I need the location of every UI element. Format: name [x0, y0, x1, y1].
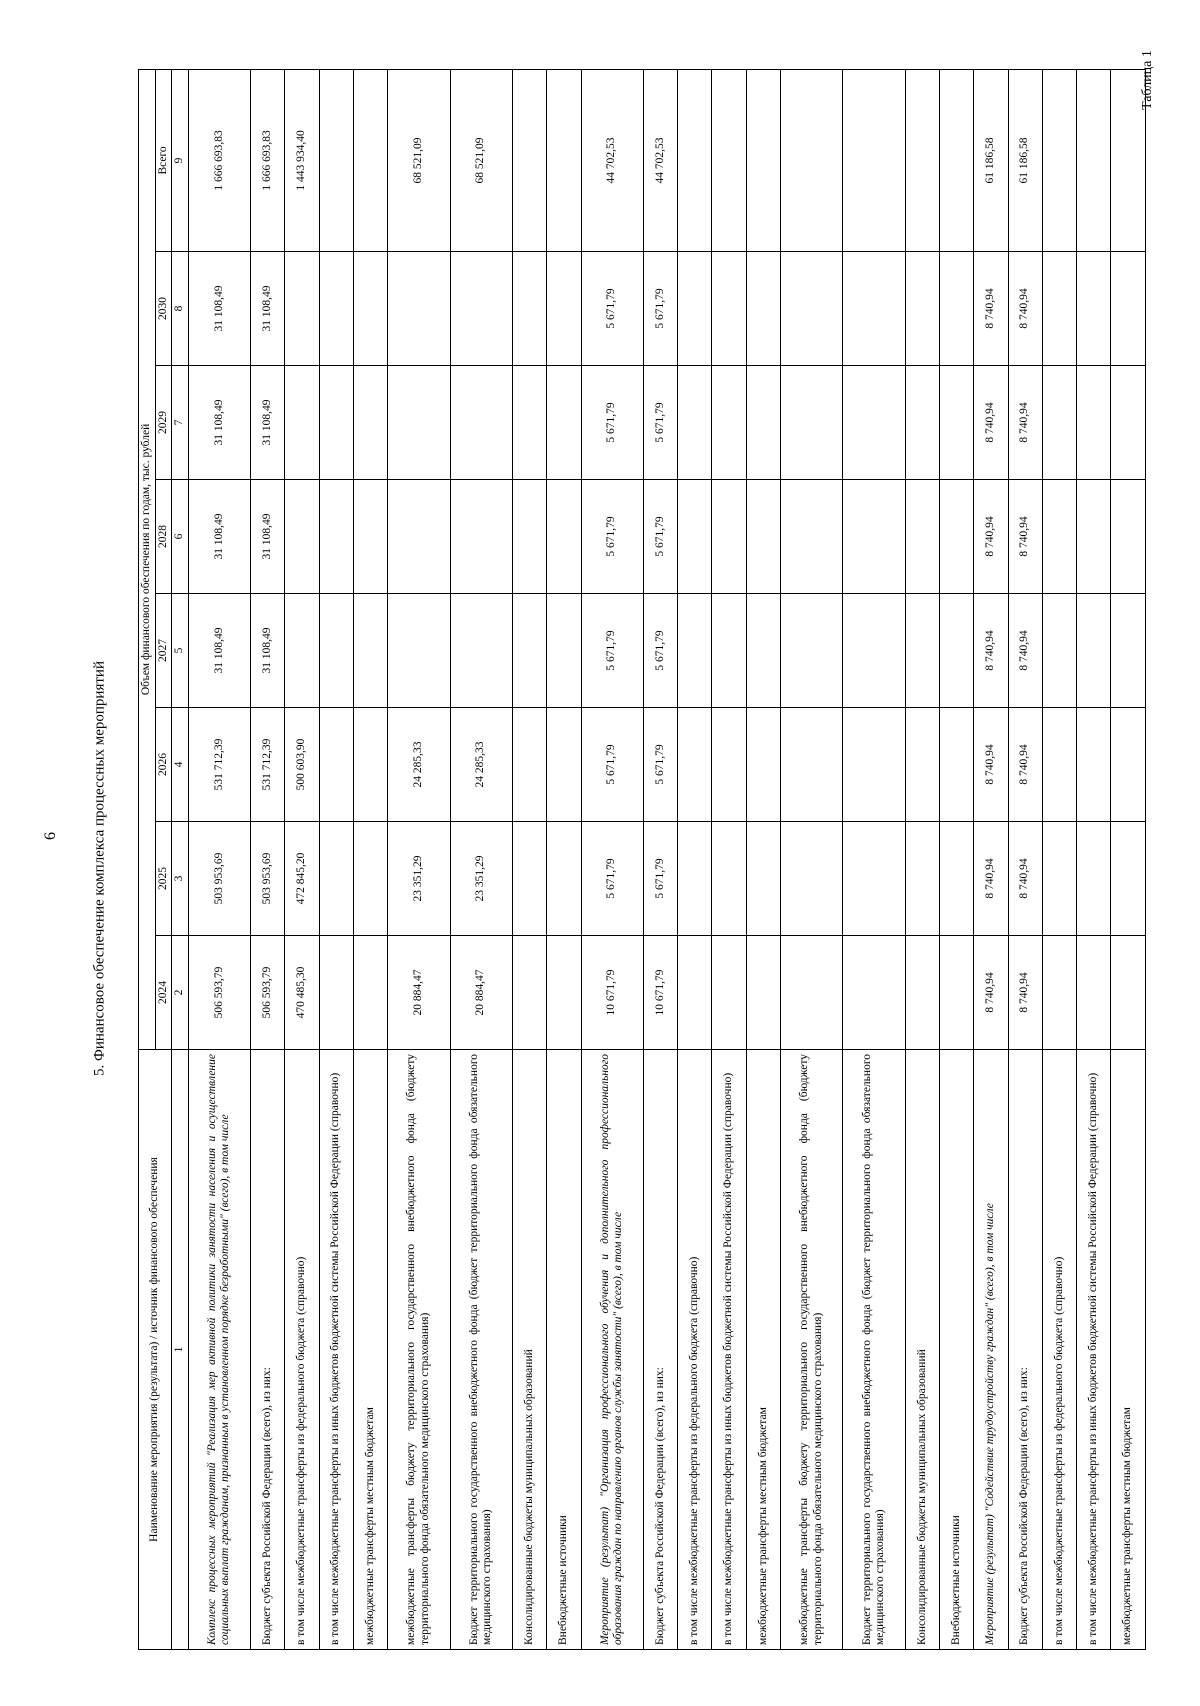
cell-value: 23 351,29	[388, 822, 450, 936]
table-row	[353, 69, 387, 1649]
cell-total: 1 666 693,83	[251, 69, 285, 251]
cell-value: 8 740,94	[1008, 936, 1042, 1050]
header-year: 2030	[155, 252, 172, 366]
cell-value	[905, 936, 939, 1050]
cell-value: 8 740,94	[974, 936, 1008, 1050]
row-label: межбюджетные трансферты местным бюджетам	[353, 1050, 387, 1650]
cell-value: 5 671,79	[643, 594, 677, 708]
cell-value	[940, 366, 974, 480]
cell-value	[512, 480, 546, 594]
cell-value	[547, 822, 581, 936]
row-label: Внебюджетные источники	[940, 1050, 974, 1650]
cell-value	[1111, 708, 1146, 822]
cell-total: 44 702,53	[581, 69, 643, 251]
cell-value: 24 285,33	[450, 708, 512, 822]
cell-value	[940, 822, 974, 936]
cell-value	[547, 708, 581, 822]
cell-value: 506 593,79	[251, 936, 285, 1050]
cell-value	[450, 594, 512, 708]
col-number: 2	[172, 936, 189, 1050]
cell-value	[905, 480, 939, 594]
row-label: Консолидированные бюджеты муниципальных образований	[512, 1050, 546, 1650]
cell-value	[353, 936, 387, 1050]
row-label: в том числе межбюджетные трансферты из иных бюджетов бюджетной системы Российской Федерации (справочно)	[1077, 1050, 1111, 1650]
table-row	[1008, 69, 1042, 1649]
cell-value: 8 740,94	[974, 822, 1008, 936]
table-row	[974, 69, 1008, 1649]
table-row	[1111, 69, 1146, 1649]
row-label: межбюджетные трансферты бюджету территориального государственного внебюджетного фонда (бюджету территориального фонда обязательного медицинского страхования)	[388, 1050, 450, 1650]
table-row	[781, 69, 843, 1649]
header-volume-group: Объем финансового обеспечения по годам, тыс. рублей	[139, 69, 156, 1049]
cell-total	[746, 69, 780, 251]
cell-value: 5 671,79	[643, 480, 677, 594]
cell-value: 5 671,79	[643, 366, 677, 480]
cell-total	[353, 69, 387, 251]
cell-value	[678, 366, 712, 480]
cell-value: 31 108,49	[188, 480, 250, 594]
col-number: 3	[172, 822, 189, 936]
cell-value	[512, 252, 546, 366]
table-row	[450, 69, 512, 1649]
col-number: 5	[172, 594, 189, 708]
cell-value	[1077, 366, 1111, 480]
table-row	[1077, 69, 1111, 1649]
section-title: 5. Финансовое обеспечение комплекса процессных мероприятий	[91, 661, 108, 1076]
cell-total	[547, 69, 581, 251]
header-year: 2029	[155, 366, 172, 480]
cell-total	[843, 69, 905, 251]
cell-value: 31 108,49	[251, 480, 285, 594]
col-number: 4	[172, 708, 189, 822]
row-label: Бюджет субъекта Российской Федерации (всего), из них:	[251, 1050, 285, 1650]
cell-value	[1042, 708, 1076, 822]
cell-total	[712, 69, 746, 251]
cell-value: 24 285,33	[388, 708, 450, 822]
cell-value	[843, 936, 905, 1050]
cell-value: 500 603,90	[285, 708, 319, 822]
cell-value	[1077, 480, 1111, 594]
cell-value	[678, 480, 712, 594]
cell-value	[388, 594, 450, 708]
cell-total	[1111, 69, 1146, 251]
cell-value	[781, 252, 843, 366]
table-label: Таблица 1	[1140, 50, 1155, 110]
cell-value	[1111, 366, 1146, 480]
cell-value	[746, 252, 780, 366]
cell-value	[450, 480, 512, 594]
row-label: в том числе межбюджетные трансферты из иных бюджетов бюджетной системы Российской Федерации (справочно)	[712, 1050, 746, 1650]
cell-value	[712, 594, 746, 708]
cell-value: 5 671,79	[581, 480, 643, 594]
col-number: 8	[172, 252, 189, 366]
cell-value	[285, 252, 319, 366]
cell-value: 5 671,79	[581, 822, 643, 936]
cell-value	[746, 480, 780, 594]
cell-value	[388, 366, 450, 480]
row-label: Консолидированные бюджеты муниципальных образований	[905, 1050, 939, 1650]
row-label: Бюджет территориального государственного внебюджетного фонда (бюджет территориального фонда обязательного медицинского страхования)	[450, 1050, 512, 1650]
financing-table-container	[138, 70, 1146, 1650]
cell-value	[712, 936, 746, 1050]
cell-value	[940, 480, 974, 594]
cell-total	[1042, 69, 1076, 251]
row-label: в том числе межбюджетные трансферты из иных бюджетов бюджетной системы Российской Федерации (справочно)	[319, 1050, 353, 1650]
cell-value	[712, 480, 746, 594]
cell-value: 31 108,49	[188, 594, 250, 708]
cell-value	[1042, 366, 1076, 480]
table-row	[643, 69, 677, 1649]
row-label: Мероприятие (результат) "Организация профессионального обучения и дополнительного профессионального образования граждан по направлению органов службы занятости" (всего), в том числе	[581, 1050, 643, 1650]
col-number: 6	[172, 480, 189, 594]
table-row	[1042, 69, 1076, 1649]
cell-value	[353, 480, 387, 594]
cell-value	[353, 252, 387, 366]
cell-value	[940, 252, 974, 366]
cell-value	[547, 936, 581, 1050]
cell-value	[1111, 252, 1146, 366]
cell-total: 1 443 934,40	[285, 69, 319, 251]
cell-value	[319, 252, 353, 366]
cell-value	[781, 480, 843, 594]
table-body	[188, 69, 1145, 1649]
cell-value	[905, 822, 939, 936]
cell-value: 506 593,79	[188, 936, 250, 1050]
cell-value	[712, 252, 746, 366]
cell-value: 8 740,94	[974, 708, 1008, 822]
cell-value	[746, 936, 780, 1050]
cell-value	[512, 708, 546, 822]
cell-value	[319, 480, 353, 594]
cell-value	[781, 594, 843, 708]
cell-value	[547, 366, 581, 480]
cell-value: 5 671,79	[581, 252, 643, 366]
row-label: Комплекс процессных мероприятий "Реализация мер активной политики занятости населения и осуществление социальных выплат гражданам, признанным в установленном порядке безработными" (всего), в том числе	[188, 1050, 250, 1650]
cell-value: 8 740,94	[1008, 366, 1042, 480]
cell-value	[940, 594, 974, 708]
header-year: 2024	[155, 936, 172, 1050]
cell-value: 20 884,47	[450, 936, 512, 1050]
cell-total	[781, 69, 843, 251]
cell-value	[512, 594, 546, 708]
table-row	[581, 69, 643, 1649]
cell-value: 531 712,39	[188, 708, 250, 822]
cell-value	[1077, 708, 1111, 822]
header-total: Всего	[155, 69, 172, 251]
cell-total: 61 186,58	[1008, 69, 1042, 251]
cell-value: 8 740,94	[1008, 822, 1042, 936]
table-row	[712, 69, 746, 1649]
cell-value: 5 671,79	[581, 594, 643, 708]
cell-value: 5 671,79	[581, 366, 643, 480]
cell-value	[781, 366, 843, 480]
cell-value: 503 953,69	[188, 822, 250, 936]
cell-value: 8 740,94	[1008, 480, 1042, 594]
cell-value	[781, 708, 843, 822]
cell-value	[1042, 480, 1076, 594]
cell-total	[512, 69, 546, 251]
cell-value	[1111, 480, 1146, 594]
cell-value	[843, 366, 905, 480]
cell-value: 31 108,49	[251, 252, 285, 366]
table-row	[940, 69, 974, 1649]
cell-value: 472 845,20	[285, 822, 319, 936]
cell-total	[905, 69, 939, 251]
cell-value	[1042, 252, 1076, 366]
cell-value	[388, 252, 450, 366]
cell-value	[1042, 822, 1076, 936]
cell-value	[940, 936, 974, 1050]
row-label: межбюджетные трансферты местным бюджетам	[746, 1050, 780, 1650]
col-number: 9	[172, 69, 189, 251]
row-label: Внебюджетные источники	[547, 1050, 581, 1650]
page-number: 6	[42, 832, 59, 840]
cell-value: 23 351,29	[450, 822, 512, 936]
cell-value: 31 108,49	[251, 594, 285, 708]
row-label: межбюджетные трансферты местным бюджетам	[1111, 1050, 1146, 1650]
cell-value	[712, 822, 746, 936]
cell-value: 8 740,94	[1008, 594, 1042, 708]
row-label: в том числе межбюджетные трансферты из федерального бюджета (справочно)	[678, 1050, 712, 1650]
cell-value: 503 953,69	[251, 822, 285, 936]
cell-value: 8 740,94	[974, 366, 1008, 480]
cell-value: 20 884,47	[388, 936, 450, 1050]
header-year: 2026	[155, 708, 172, 822]
table-header	[139, 69, 189, 1649]
cell-total	[319, 69, 353, 251]
cell-value: 31 108,49	[251, 366, 285, 480]
cell-total: 1 666 693,83	[188, 69, 250, 251]
financing-table	[138, 69, 1146, 1650]
cell-total	[940, 69, 974, 251]
cell-value	[712, 708, 746, 822]
row-label: Бюджет территориального государственного внебюджетного фонда (бюджет территориального фонда обязательного медицинского страхования)	[843, 1050, 905, 1650]
cell-value	[1111, 936, 1146, 1050]
table-row	[905, 69, 939, 1649]
header-year: 2028	[155, 480, 172, 594]
col-number: 7	[172, 366, 189, 480]
cell-value	[512, 366, 546, 480]
cell-value: 8 740,94	[1008, 708, 1042, 822]
cell-value: 10 671,79	[643, 936, 677, 1050]
table-row	[678, 69, 712, 1649]
cell-value	[1042, 594, 1076, 708]
table-row	[188, 69, 250, 1649]
cell-value	[678, 708, 712, 822]
cell-value	[1077, 822, 1111, 936]
cell-value	[940, 708, 974, 822]
cell-value	[353, 822, 387, 936]
row-label: Мероприятие (результат) "Содействие трудоустройству граждан" (всего), в том числе	[974, 1050, 1008, 1650]
cell-value	[905, 594, 939, 708]
cell-value	[843, 822, 905, 936]
table-row	[746, 69, 780, 1649]
cell-value	[450, 366, 512, 480]
cell-value	[905, 366, 939, 480]
header-year: 2027	[155, 594, 172, 708]
col-number: 1	[172, 1050, 189, 1650]
cell-value	[285, 594, 319, 708]
cell-value: 8 740,94	[974, 252, 1008, 366]
cell-value	[285, 480, 319, 594]
cell-value	[547, 594, 581, 708]
cell-value: 531 712,39	[251, 708, 285, 822]
row-label: в том числе межбюджетные трансферты из федерального бюджета (справочно)	[1042, 1050, 1076, 1650]
cell-value: 5 671,79	[643, 708, 677, 822]
cell-value	[353, 708, 387, 822]
cell-total	[1077, 69, 1111, 251]
cell-value: 8 740,94	[974, 480, 1008, 594]
header-name-column: Наименование мероприятия (результата) / источник финансового обеспечения	[139, 1050, 172, 1650]
cell-value	[388, 480, 450, 594]
cell-value: 5 671,79	[643, 822, 677, 936]
cell-value: 8 740,94	[1008, 252, 1042, 366]
cell-value	[905, 252, 939, 366]
cell-value	[712, 366, 746, 480]
row-label: межбюджетные трансферты бюджету территориального государственного внебюджетного фонда (бюджету территориального фонда обязательного медицинского страхования)	[781, 1050, 843, 1650]
cell-total: 44 702,53	[643, 69, 677, 251]
cell-value	[285, 366, 319, 480]
cell-value: 31 108,49	[188, 252, 250, 366]
row-label: Бюджет субъекта Российской Федерации (всего), из них:	[1008, 1050, 1042, 1650]
cell-value	[353, 594, 387, 708]
cell-total: 68 521,09	[450, 69, 512, 251]
cell-value	[1077, 594, 1111, 708]
cell-value	[1042, 936, 1076, 1050]
table-row	[547, 69, 581, 1649]
cell-total	[678, 69, 712, 251]
cell-value	[450, 252, 512, 366]
cell-value	[843, 480, 905, 594]
cell-value	[1111, 594, 1146, 708]
cell-value	[512, 822, 546, 936]
cell-value	[678, 822, 712, 936]
cell-value	[843, 708, 905, 822]
cell-value	[678, 936, 712, 1050]
cell-value: 31 108,49	[188, 366, 250, 480]
cell-value	[746, 594, 780, 708]
cell-value	[512, 936, 546, 1050]
cell-value	[843, 252, 905, 366]
cell-value	[843, 594, 905, 708]
table-row	[512, 69, 546, 1649]
header-year: 2025	[155, 822, 172, 936]
cell-value	[781, 936, 843, 1050]
cell-value	[319, 822, 353, 936]
cell-value	[678, 252, 712, 366]
row-label: Бюджет субъекта Российской Федерации (всего), из них:	[643, 1050, 677, 1650]
cell-value: 5 671,79	[643, 252, 677, 366]
row-label: в том числе межбюджетные трансферты из федерального бюджета (справочно)	[285, 1050, 319, 1650]
cell-value	[746, 708, 780, 822]
cell-value	[319, 366, 353, 480]
cell-value	[678, 594, 712, 708]
cell-value	[319, 594, 353, 708]
cell-value	[1077, 252, 1111, 366]
cell-total: 61 186,58	[974, 69, 1008, 251]
cell-value: 470 485,30	[285, 936, 319, 1050]
cell-value	[319, 708, 353, 822]
cell-value: 5 671,79	[581, 708, 643, 822]
table-row	[251, 69, 285, 1649]
cell-value	[746, 822, 780, 936]
cell-value	[547, 480, 581, 594]
cell-value: 8 740,94	[974, 594, 1008, 708]
cell-value	[1077, 936, 1111, 1050]
cell-value	[319, 936, 353, 1050]
table-row	[843, 69, 905, 1649]
cell-value	[353, 366, 387, 480]
cell-value: 10 671,79	[581, 936, 643, 1050]
cell-value	[905, 708, 939, 822]
cell-total: 68 521,09	[388, 69, 450, 251]
cell-value	[781, 822, 843, 936]
table-row	[285, 69, 319, 1649]
table-row	[388, 69, 450, 1649]
cell-value	[547, 252, 581, 366]
cell-value	[1111, 822, 1146, 936]
cell-value	[746, 366, 780, 480]
table-row	[319, 69, 353, 1649]
